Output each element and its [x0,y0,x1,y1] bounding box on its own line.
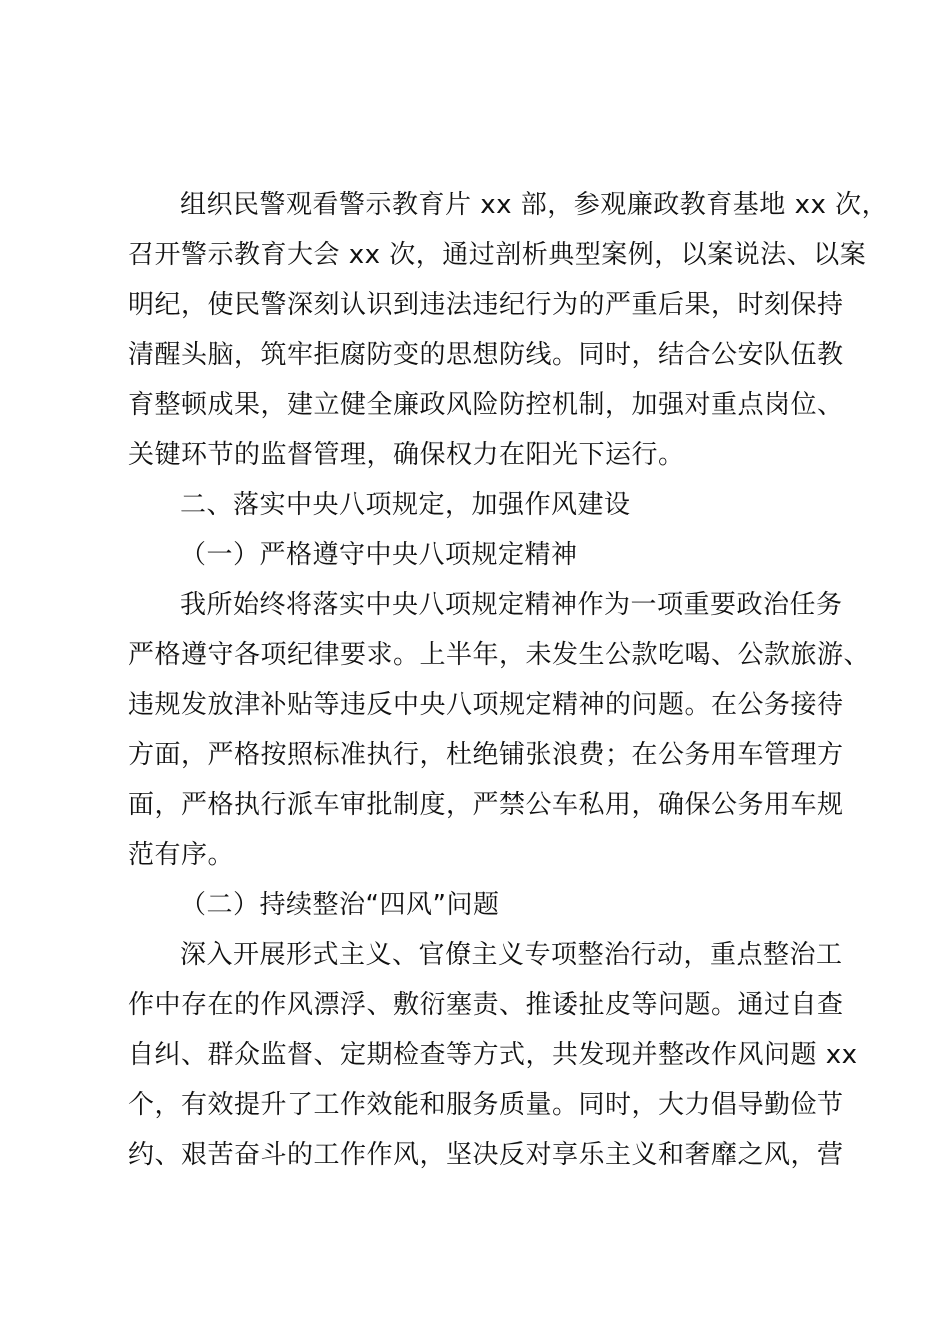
document-body [128,180,889,1180]
paragraph-line: 深入开展形式主义、官僚主义专项整治行动，重点整治工 [180,940,843,970]
paragraph-line: 关键环节的监督管理，确保权力在阳光下运行。 [128,440,685,470]
section-heading: 二、落实中央八项规定，加强作风建设 [180,490,631,520]
paragraph-line: 召开警示教育大会 xx 次，通过剖析典型案例，以案说法、以案 [128,240,867,270]
paragraph-line: 自纠、群众监督、定期检查等方式，共发现并整改作风问题 xx [128,1040,858,1070]
paragraph-line: 方面，严格按照标准执行，杜绝铺张浪费；在公务用车管理方 [128,740,844,770]
paragraph-line: 范有序。 [128,840,235,870]
paragraph-line: 育整顿成果，建立健全廉政风险防控机制，加强对重点岗位、 [128,390,844,420]
paragraph-line: 清醒头脑，筑牢拒腐防变的思想防线。同时，结合公安队伍教 [128,340,844,370]
paragraph-line: 组织民警观看警示教育片 xx 部，参观廉政教育基地 xx 次， [180,190,889,220]
subsection-heading: （一）严格遵守中央八项规定精神 [180,540,578,570]
paragraph-line: 明纪，使民警深刻认识到违法违纪行为的严重后果，时刻保持 [128,290,844,320]
paragraph-line: 面，严格执行派车审批制度，严禁公车私用，确保公务用车规 [128,790,844,820]
subsection-heading: （二）持续整治“四风”问题 [180,890,500,920]
paragraph-line: 我所始终将落实中央八项规定精神作为一项重要政治任务 [180,590,843,620]
paragraph-line: 违规发放津补贴等违反中央八项规定精神的问题。在公务接待 [128,690,844,720]
paragraph-line: 个，有效提升了工作效能和服务质量。同时，大力倡导勤俭节 [128,1090,844,1120]
paragraph-line: 约、艰苦奋斗的工作作风，坚决反对享乐主义和奢靡之风，营 [128,1140,844,1170]
paragraph-line: 严格遵守各项纪律要求。上半年，未发生公款吃喝、公款旅游、 [128,640,871,670]
paragraph-line: 作中存在的作风漂浮、敷衍塞责、推诿扯皮等问题。通过自查 [128,990,844,1020]
